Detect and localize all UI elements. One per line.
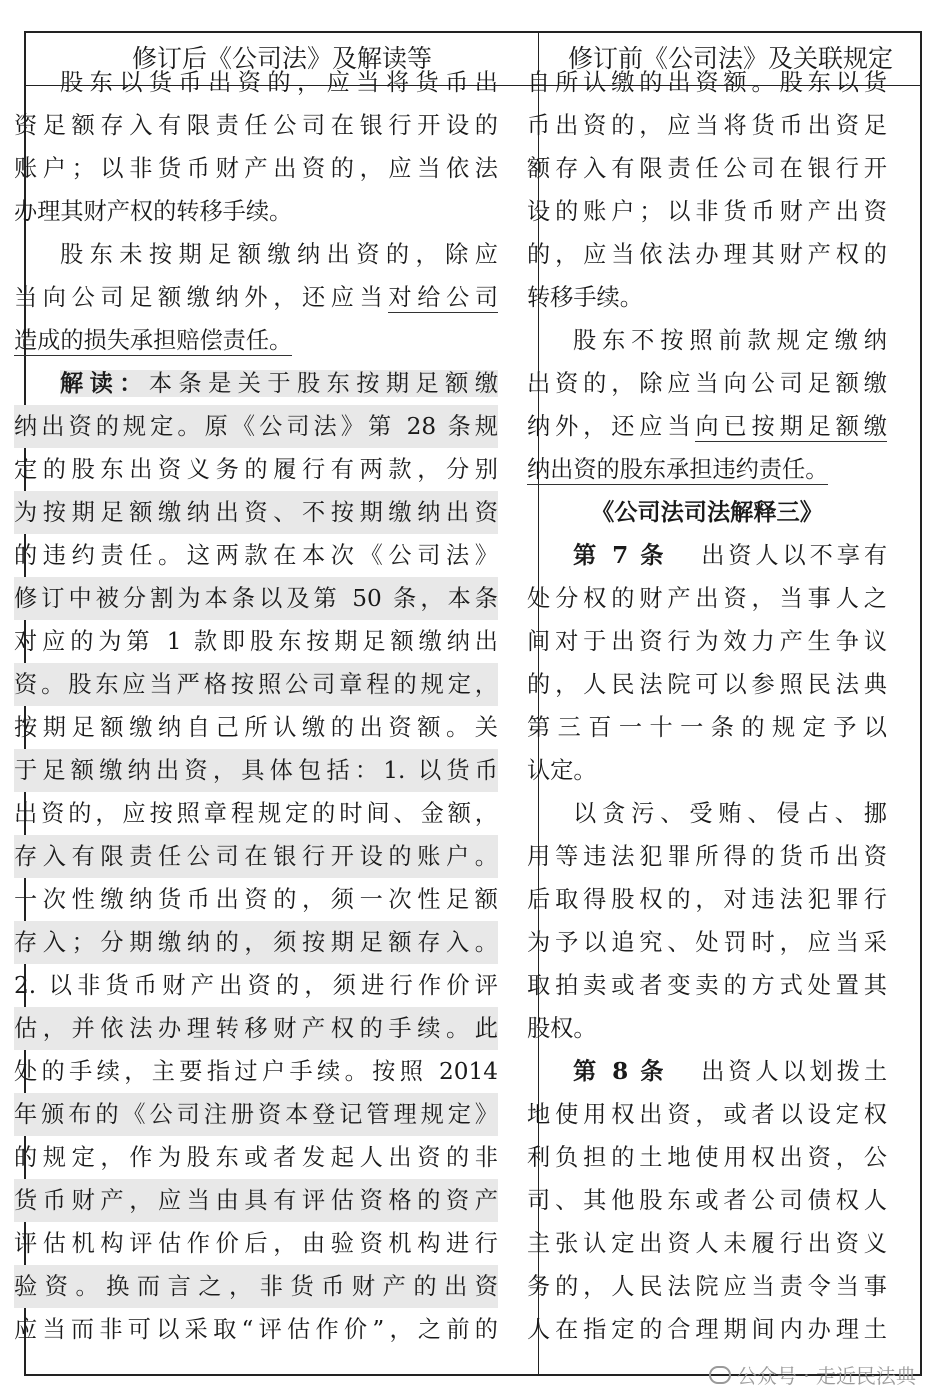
article-7-line: 处分权的财产出资，当事人之 — [527, 585, 887, 612]
article-7-line — [527, 534, 887, 577]
left-interpretation-line: 评估机构评估作价后，由验资机构进行 — [14, 1230, 498, 1257]
left-p2-line — [14, 276, 498, 319]
left-interpretation-line: 估，并依法办理转移财产权的手续。此 — [14, 1007, 498, 1050]
right-p2-line: 股东不按照前款规定缴纳 — [573, 327, 887, 354]
interpretation-label: 解读： — [60, 370, 149, 397]
left-interpretation-line: 出资的，应按照章程规定的时间、金额， — [14, 800, 498, 827]
right-p2-line: 出资的，除应当向公司足额缴 — [527, 370, 887, 397]
left-p1-line: 资足额存入有限责任公司在银行开设的 — [14, 112, 498, 139]
right-p1-line: 转移手续。 — [527, 284, 643, 311]
right-p1-line: 的，应当依法办理其财产权的 — [527, 241, 887, 268]
left-interpretation-line: 的违约责任。这两款在本次《公司法》 — [14, 542, 498, 569]
article-7-p2-line: 股权。 — [527, 1015, 597, 1042]
right-p2-plain: 纳外，还应当 — [527, 413, 696, 440]
left-interpretation-line: 处的手续，主要指过户手续。按照 2014 — [14, 1058, 498, 1085]
article-7-p2-line: 取拍卖或者变卖的方式处置其 — [527, 972, 887, 999]
article-8-line: 主张认定出资人未履行出资义 — [527, 1230, 887, 1257]
left-p2-line — [14, 319, 498, 362]
left-p1-line: 股东以货币出资的，应当将货币出 — [60, 69, 498, 96]
left-interpretation-line — [14, 362, 498, 405]
left-interpretation-line: 修订中被分割为本条以及第 50 条，本条 — [14, 577, 498, 620]
right-p2-line — [527, 405, 887, 448]
right-p2-underlined: 向已按期足额缴 — [695, 413, 887, 440]
header-right: 修订前《公司法》及关联规定 — [567, 44, 893, 73]
article-8-line: 司、其他股东或者公司债权人 — [527, 1187, 887, 1214]
left-column — [14, 61, 498, 1351]
article-7-p2-line: 后取得股权的，对违法犯罪行 — [527, 886, 887, 913]
article-7-line: 第三百一十一条的规定予以 — [527, 714, 887, 741]
article-7-p2-line: 以贪污、受贿、侵占、挪 — [573, 800, 887, 827]
article-8-line: 人在指定的合理期间内办理土 — [527, 1316, 887, 1343]
article-8-line: 利负担的土地使用权出资，公 — [527, 1144, 887, 1171]
right-p1-line: 自所认缴的出资额。股东以货 — [527, 69, 887, 96]
header-left: 修订后《公司法》及解读等 — [131, 44, 432, 73]
left-interpretation-line: 纳出资的规定。原《公司法》第 28 条规 — [14, 405, 498, 448]
interpretation-title: 《公司法司法解释三》 — [591, 499, 823, 526]
article-7-line: 认定。 — [527, 757, 597, 784]
article-7-line: 间对于出资行为效力产生争议 — [527, 628, 887, 655]
right-column — [527, 61, 887, 1351]
left-p2-underlined: 对给公司 — [388, 284, 498, 311]
article-8-label: 第 8 条 — [573, 1058, 668, 1085]
right-p2-underlined: 纳出资的股东承担违约责任。 — [527, 456, 829, 483]
right-p1-line: 币出资的，应当将货币出资足 — [527, 112, 887, 139]
left-p2-underlined: 造成的损失承担赔偿责任。 — [14, 327, 293, 354]
left-p1-line: 账户；以非货币财产出资的，应当依法 — [14, 155, 498, 182]
left-interpretation-line: 年颁布的《公司注册资本登记管理规定》 — [14, 1093, 498, 1136]
watermark-text: 公众号 · 走近民法典 — [736, 1364, 916, 1388]
left-interpretation-line: 于足额缴纳出资，具体包括：1. 以货币 — [14, 749, 498, 792]
left-interpretation-line: 存入；分期缴纳的，须按期足额存入。 — [14, 921, 498, 964]
left-interpretation-line: 对应的为第 1 款即股东按期足额缴纳出 — [14, 628, 498, 655]
article-7-text: 出资人以不享有 — [701, 542, 887, 569]
left-interpretation-line: 2. 以非货币财产出资的，须进行作价评 — [14, 972, 498, 999]
left-interpretation-line: 货币财产，应当由具有评估资格的资产 — [14, 1179, 498, 1222]
left-interpretation-line: 的规定，作为股东或者发起人出资的非 — [14, 1144, 498, 1171]
left-interpretation-line: 资。股东应当严格按照公司章程的规定， — [14, 663, 498, 706]
left-interpretation-line: 定的股东出资义务的履行有两款，分别 — [14, 456, 498, 483]
left-interpretation-line: 验资。换而言之，非货币财产的出资 — [14, 1265, 498, 1308]
left-p2-line: 股东未按期足额缴纳出资的，除应 — [60, 241, 498, 268]
article-7-p2-line: 为予以追究、处罚时，应当采 — [527, 929, 887, 956]
article-7-p2-line: 用等违法犯罪所得的货币出资 — [527, 843, 887, 870]
left-interpretation-line: 存入有限责任公司在银行开设的账户。 — [14, 835, 498, 878]
left-interpretation-line: 应当而非可以采取“评估作价”，之前的 — [14, 1316, 498, 1343]
left-p2-plain: 当向公司足额缴纳外，还应当 — [14, 284, 389, 311]
right-p2-line — [527, 448, 887, 491]
article-7-label: 第 7 条 — [573, 542, 668, 569]
article-8-text: 出资人以划拨土 — [701, 1058, 887, 1085]
right-p1-line: 设的账户；以非货币财产出资 — [527, 198, 887, 225]
article-7-line: 的，人民法院可以参照民法典 — [527, 671, 887, 698]
left-p1-line: 办理其财产权的转移手续。 — [14, 198, 293, 225]
wechat-icon — [709, 1366, 731, 1384]
article-8-line — [527, 1050, 887, 1093]
right-p1-line: 额存入有限责任公司在银行开 — [527, 155, 887, 182]
left-interpretation-line: 按期足额缴纳自己所认缴的出资额。关 — [14, 714, 498, 741]
left-interpretation-line: 一次性缴纳货币出资的，须一次性足额 — [14, 886, 498, 913]
watermark — [709, 1360, 916, 1389]
left-interpretation-line: 为按期足额缴纳出资、不按期缴纳出资 — [14, 491, 498, 534]
article-8-line: 地使用权出资，或者以设定权 — [527, 1101, 887, 1128]
article-8-line: 务的，人民法院应当责令当事 — [527, 1273, 887, 1300]
interpretation-text: 本条是关于股东按期足额缴 — [148, 370, 498, 397]
